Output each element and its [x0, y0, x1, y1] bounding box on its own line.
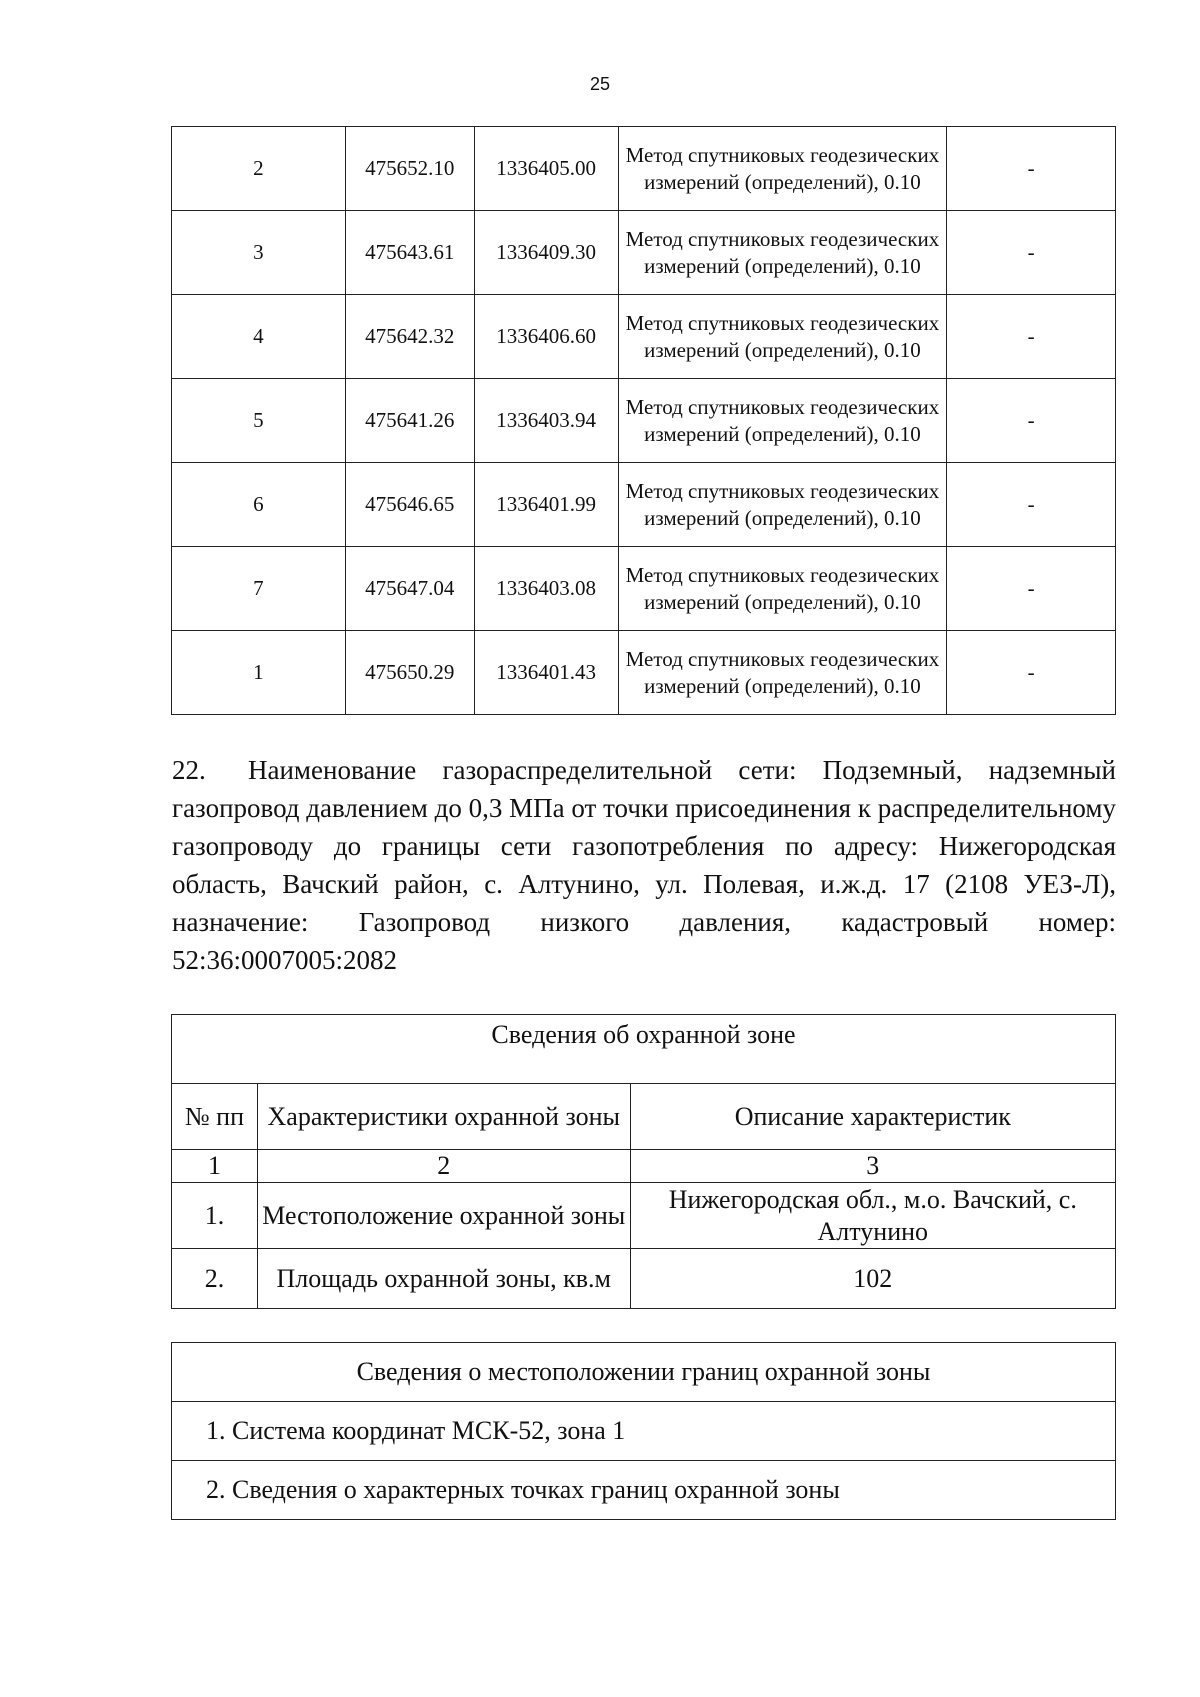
- note-cell: -: [947, 379, 1116, 463]
- zone-row-value: Нижегородская обл., м.о. Вачский, с. Алтунино: [630, 1183, 1115, 1249]
- point-number-cell: 6: [172, 463, 346, 547]
- note-cell: -: [947, 547, 1116, 631]
- note-cell: -: [947, 295, 1116, 379]
- coordinates-row: [172, 127, 1116, 211]
- method-cell: Метод спутниковых геодезических измерений (определений), 0.10: [618, 463, 947, 547]
- zone-header-characteristic: Характеристики охранной зоны: [257, 1084, 630, 1150]
- point-number-cell: 3: [172, 211, 346, 295]
- coordinates-table: [171, 126, 1116, 715]
- zone-table-row: [172, 1249, 1116, 1309]
- zone-row-value: 102: [630, 1249, 1115, 1309]
- zone-table-title: Сведения об охранной зоне: [172, 1015, 1116, 1084]
- zone-header-number: № пп: [172, 1084, 258, 1150]
- zone-row-number: 2.: [172, 1249, 258, 1309]
- coordinates-row: [172, 463, 1116, 547]
- protection-zone-table: [171, 1014, 1116, 1309]
- method-cell: Метод спутниковых геодезических измерений (определений), 0.10: [618, 295, 947, 379]
- y-coordinate-cell: 1336409.30: [474, 211, 618, 295]
- method-cell: Метод спутниковых геодезических измерений (определений), 0.10: [618, 379, 947, 463]
- point-number-cell: 5: [172, 379, 346, 463]
- method-cell: Метод спутниковых геодезических измерений (определений), 0.10: [618, 631, 947, 715]
- bounds-title-row: [172, 1343, 1116, 1402]
- x-coordinate-cell: 475647.04: [345, 547, 474, 631]
- zone-table-numbering-row: [172, 1150, 1116, 1183]
- point-number-cell: 2: [172, 127, 346, 211]
- y-coordinate-cell: 1336403.94: [474, 379, 618, 463]
- point-number-cell: 7: [172, 547, 346, 631]
- coordinates-table-body: [172, 127, 1116, 715]
- point-number-cell: 4: [172, 295, 346, 379]
- zone-row-number: 1.: [172, 1183, 258, 1249]
- point-number-cell: 1: [172, 631, 346, 715]
- coordinates-row: [172, 547, 1116, 631]
- coordinates-row: [172, 211, 1116, 295]
- zone-table-row: [172, 1183, 1116, 1249]
- x-coordinate-cell: 475641.26: [345, 379, 474, 463]
- x-coordinate-cell: 475646.65: [345, 463, 474, 547]
- zone-numbering-cell: 1: [172, 1150, 258, 1183]
- zone-numbering-cell: 2: [257, 1150, 630, 1183]
- section-22-paragraph: [172, 751, 1116, 979]
- method-cell: Метод спутниковых геодезических измерений (определений), 0.10: [618, 547, 947, 631]
- x-coordinate-cell: 475643.61: [345, 211, 474, 295]
- zone-boundaries-table: [171, 1342, 1116, 1520]
- note-cell: -: [947, 463, 1116, 547]
- bounds-item: 1. Система координат МСК-52, зона 1: [172, 1402, 1116, 1461]
- y-coordinate-cell: 1336405.00: [474, 127, 618, 211]
- zone-row-name: Местоположение охранной зоны: [257, 1183, 630, 1249]
- note-cell: -: [947, 211, 1116, 295]
- y-coordinate-cell: 1336401.43: [474, 631, 618, 715]
- x-coordinate-cell: 475642.32: [345, 295, 474, 379]
- zone-table-header-row: [172, 1084, 1116, 1150]
- x-coordinate-cell: 475650.29: [345, 631, 474, 715]
- note-cell: -: [947, 631, 1116, 715]
- zone-table-title-row: [172, 1015, 1116, 1084]
- paragraph-text: Наименование газораспределительной сети: Подземный, надземный газопровод давлением до 0,3 МПа от точки присоединения к распределительному газопроводу до границы сети газопотребления по адресу: Нижегородская область, Вачский район, с. Алтунино, ул. Полевая, и.ж.д. 17 (2108 УЕЗ-Л), назначение: Газопровод низкого давления, кадастровый номер: 52:36:0007005:2082: [172, 755, 1116, 975]
- zone-numbering-cell: 3: [630, 1150, 1115, 1183]
- page-number: 25: [589, 74, 611, 94]
- coordinates-row: [172, 295, 1116, 379]
- y-coordinate-cell: 1336401.99: [474, 463, 618, 547]
- x-coordinate-cell: 475652.10: [345, 127, 474, 211]
- zone-header-description: Описание характеристик: [630, 1084, 1115, 1150]
- method-cell: Метод спутниковых геодезических измерений (определений), 0.10: [618, 127, 947, 211]
- bounds-title: Сведения о местоположении границ охранной зоны: [172, 1343, 1116, 1402]
- bounds-item: 2. Сведения о характерных точках границ охранной зоны: [172, 1461, 1116, 1520]
- zone-row-name: Площадь охранной зоны, кв.м: [257, 1249, 630, 1309]
- y-coordinate-cell: 1336406.60: [474, 295, 618, 379]
- coordinates-row: [172, 631, 1116, 715]
- coordinates-row: [172, 379, 1116, 463]
- note-cell: -: [947, 127, 1116, 211]
- bounds-item-row: [172, 1461, 1116, 1520]
- paragraph-number: 22.: [172, 755, 206, 785]
- method-cell: Метод спутниковых геодезических измерений (определений), 0.10: [618, 211, 947, 295]
- bounds-item-row: [172, 1402, 1116, 1461]
- y-coordinate-cell: 1336403.08: [474, 547, 618, 631]
